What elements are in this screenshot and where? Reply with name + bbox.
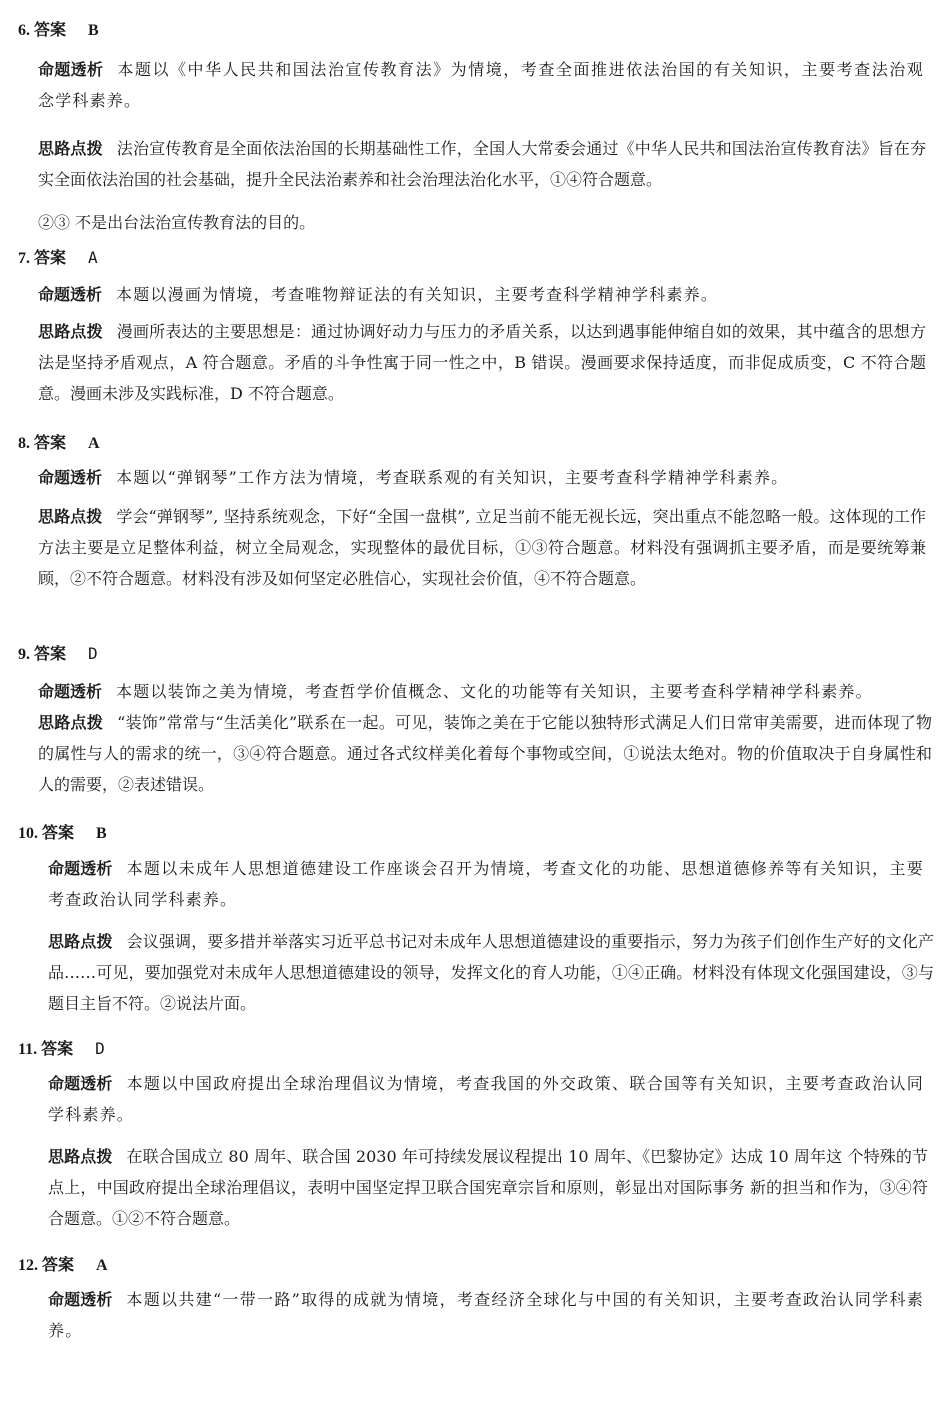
analysis-text: 本题以漫画为情境，考查唯物辩证法的有关知识，主要考查科学精神学科素养。 <box>116 285 719 304</box>
analysis-paragraph <box>38 54 924 116</box>
answer-header <box>18 19 99 42</box>
answer-header <box>18 1254 108 1277</box>
hint-paragraph <box>48 926 934 1019</box>
answer-letter: A <box>88 248 98 267</box>
analysis-label: 命题透析 <box>48 859 113 878</box>
hint-label: 思路点拨 <box>48 1147 113 1166</box>
answer-header <box>18 822 107 845</box>
analysis-label: 命题透析 <box>38 285 103 304</box>
hint-label: 思路点拨 <box>38 713 104 732</box>
question-number: 10. <box>18 825 38 842</box>
analysis-label: 命题透析 <box>38 60 104 79</box>
answer-label: 答案 <box>34 248 67 267</box>
answer-letter: D <box>88 644 98 663</box>
extra-paragraph <box>38 207 926 238</box>
question-number: 12. <box>18 1257 38 1274</box>
hint-text: 会议强调，要多措并举落实习近平总书记对未成年人思想道德建设的重要指示，努力为孩子们创作生产好的文化产品……可见，要加强党对未成年人思想道德建设的领导，发挥文化的育人功能，①④正确。材料没有体现文化强国建设，③与题目主旨不符。②说法片面。 <box>48 932 934 1013</box>
answer-label: 答案 <box>42 823 75 842</box>
hint-label: 思路点拨 <box>38 507 103 526</box>
answer-header <box>18 1038 105 1061</box>
question-number: 8. <box>18 435 30 452</box>
analysis-text: 本题以装饰之美为情境，考查哲学价值概念、文化的功能等有关知识，主要考查科学精神学科素养。 <box>116 682 873 701</box>
answer-label: 答案 <box>41 1039 74 1058</box>
hint-paragraph <box>38 707 932 800</box>
answer-letter: A <box>88 435 100 452</box>
hint-text: 学会“弹钢琴”, 坚持系统观念，下好“全国一盘棋”, 立足当前不能无视长远，突出重点不能忽略一般。这体现的工作方法主要是立足整体利益，树立全局观念，实现整体的最优目标，①③符合题意。材料没有强调抓主要矛盾，而是要统筹兼顾，②不符合题意。材料没有涉及如何坚定必胜信心，实现社会价值，④不符合题意。 <box>38 507 926 588</box>
analysis-text: 本题以未成年人思想道德建设工作座谈会召开为情境，考查文化的功能、思想道德修养等有关知识，主要考查政治认同学科素养。 <box>48 859 924 909</box>
hint-label: 思路点拨 <box>48 932 113 951</box>
hint-paragraph <box>38 133 926 195</box>
hint-paragraph <box>38 316 926 409</box>
analysis-text: 本题以中国政府提出全球治理倡议为情境，考查我国的外交政策、联合国等有关知识，主要考查政治认同学科素养。 <box>48 1074 924 1124</box>
hint-paragraph <box>38 501 926 594</box>
answer-label: 答案 <box>34 433 67 452</box>
analysis-paragraph <box>48 1284 924 1346</box>
analysis-paragraph <box>38 676 928 707</box>
extra-text: ②③ 不是出台法治宣传教育法的目的。 <box>38 213 316 232</box>
hint-paragraph <box>48 1141 928 1234</box>
hint-text: 漫画所表达的主要思想是：通过协调好动力与压力的矛盾关系，以达到遇事能伸缩自如的效果，其中蕴含的思想方法是坚持矛盾观点，A 符合题意。矛盾的斗争性寓于同一性之中，B 错误。漫画要求保持适度，而非促成质变，C 不符合题意。漫画未涉及实践标准，D 不符合题意。 <box>38 322 926 403</box>
analysis-paragraph <box>38 279 924 310</box>
analysis-text: 本题以《中华人民共和国法治宣传教育法》为情境，考查全面推进依法治国的有关知识，主要考查法治观念学科素养。 <box>38 60 924 110</box>
answer-letter: B <box>88 22 99 39</box>
hint-text: 法治宣传教育是全面依法治国的长期基础性工作，全国人大常委会通过《中华人民共和国法治宣传教育法》旨在夯实全面依法治国的社会基础，提升全民法治素养和社会治理法治化水平，①④符合题意。 <box>38 139 926 189</box>
answer-header <box>18 432 100 455</box>
analysis-text: 本题以共建“一带一路”取得的成就为情境，考查经济全球化与中国的有关知识，主要考查政治认同学科素养。 <box>48 1290 924 1340</box>
answer-label: 答案 <box>42 1255 75 1274</box>
answer-label: 答案 <box>34 644 67 663</box>
analysis-label: 命题透析 <box>38 468 103 487</box>
question-number: 9. <box>18 646 30 663</box>
hint-text: “装饰”常常与“生活美化”联系在一起。可见，装饰之美在于它能以独特形式满足人们日常审美需要，进而体现了物的属性与人的需求的统一，③④符合题意。通过各式纹样美化着每个事物或空间，①说法太绝对。物的价值取决于自身属性和人的需要，②表述错误。 <box>38 713 932 794</box>
analysis-label: 命题透析 <box>48 1290 113 1309</box>
answer-letter: B <box>96 825 107 842</box>
hint-label: 思路点拨 <box>38 322 103 341</box>
analysis-label: 命题透析 <box>48 1074 113 1093</box>
analysis-paragraph <box>48 853 924 915</box>
hint-label: 思路点拨 <box>38 139 103 158</box>
answer-label: 答案 <box>34 20 67 39</box>
analysis-paragraph <box>38 462 924 493</box>
question-number: 6. <box>18 22 30 39</box>
analysis-paragraph <box>48 1068 924 1130</box>
analysis-label: 命题透析 <box>38 682 103 701</box>
answer-letter: D <box>95 1039 105 1058</box>
hint-text: 在联合国成立 80 周年、联合国 2030 年可持续发展议程提出 10 周年、《巴黎协定》达成 10 周年这 个特殊的节点上，中国政府提出全球治理倡议，表明中国坚定捍卫联合国宪章宗旨和原则，彰显出对国际事务 新的担当和作为，③④符合题意。①②不符合题意。 <box>48 1147 928 1228</box>
answer-header <box>18 247 98 270</box>
answer-letter: A <box>96 1257 108 1274</box>
analysis-text: 本题以“弹钢琴”工作方法为情境，考查联系观的有关知识，主要考查科学精神学科素养。 <box>116 468 789 487</box>
question-number: 11. <box>18 1041 38 1058</box>
question-number: 7. <box>18 250 30 267</box>
answer-header <box>18 643 98 666</box>
